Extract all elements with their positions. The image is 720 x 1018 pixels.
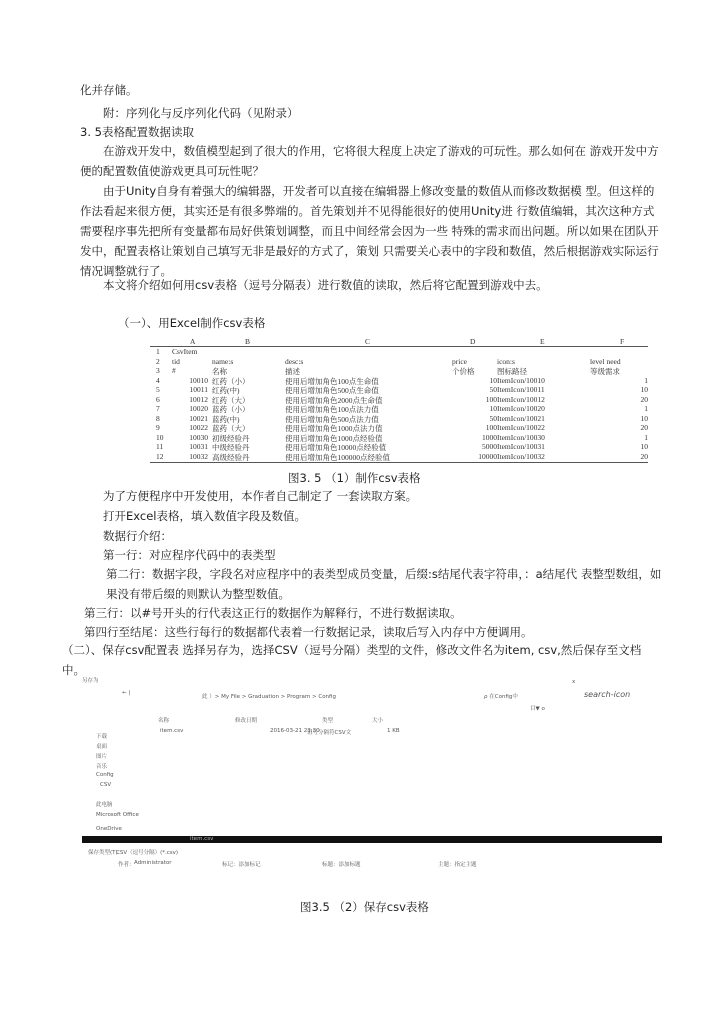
table-cell: 高级经验丹 <box>212 452 250 462</box>
back-icon[interactable]: ← | <box>122 690 131 696</box>
table-row <box>150 452 648 461</box>
title-field[interactable]: 标题：添加标题 <box>322 862 361 868</box>
table-cell: 使用后增加角色100点法力值 <box>285 405 379 414</box>
author-label: 作者： <box>118 862 135 868</box>
file-type: 诅号分隔符CSV文 <box>307 730 352 736</box>
table-cell: price <box>452 356 467 366</box>
nav-item[interactable]: CSV <box>100 782 112 788</box>
row-number: 8 <box>156 413 160 423</box>
table-cell: ItemIcon/10010 <box>497 375 545 385</box>
column-type[interactable]: 类型 <box>322 718 334 724</box>
row-number: 6 <box>156 394 160 404</box>
table-row <box>150 385 648 394</box>
search-input[interactable]: ρ 在Config中 <box>484 694 518 700</box>
table-cell: ItemIcon/10012 <box>497 394 545 404</box>
table-row <box>150 366 648 375</box>
table-row <box>150 414 648 423</box>
table-cell: 使用后增加角色1000点经验值 <box>285 433 383 443</box>
view-options[interactable]: 目▼ o <box>530 706 545 712</box>
table-cell: 100 <box>485 423 497 432</box>
save-as-dialog <box>82 676 662 876</box>
subsection-heading: （一）、用Excel制作csv表格 <box>118 316 266 330</box>
table-cell: 红药（小） <box>212 376 250 386</box>
table-cell: ItemIcon/10011 <box>497 385 545 394</box>
table-row <box>150 376 648 385</box>
column-header-row <box>150 337 648 347</box>
row-number: 3 <box>156 366 160 375</box>
paragraph: 由于Unity自身有着强大的编辑器，开发者可以直接在编辑器上修改变量的数值从而修改数据模 型。但这样的作法看起来很方便，其实还是有很多弊端的。首先策划并不见得能很好的使用Unity进 行数值编辑，其次这种方式需要程序事先把所有变量都布局好供策划调整，而且中间经常会因为一些 特殊的需求而出问题。所以如果在团队开发中，配置表格让策划自己填写无非是最好的方式了，策划 只需要关心表中的字段和数值，然后根据游戏实际运行情况调整就行了。 <box>80 184 659 278</box>
table-cell: 1 <box>644 375 648 385</box>
path-breadcrumb[interactable]: 此 ）> My File > Graduation > Program > Config <box>202 694 337 700</box>
row-number: 2 <box>156 356 160 366</box>
table-cell: CsvItem <box>172 347 198 356</box>
table-cell: 10000 <box>478 451 497 461</box>
close-icon[interactable]: x <box>572 679 576 685</box>
table-cell: 50 <box>489 413 497 423</box>
figure-caption: 图3.5 （2）保存csv表格 <box>300 900 429 914</box>
table-cell: 10011 <box>189 385 208 394</box>
table-row <box>150 423 648 432</box>
table-cell: desc:s <box>285 356 304 366</box>
table-cell: 10021 <box>189 413 208 423</box>
table-cell: 10031 <box>189 442 208 451</box>
table-cell: 等级需求 <box>590 367 620 376</box>
search-icon[interactable]: search-icon <box>584 690 631 699</box>
section-heading: 3. 5表格配置数据读取 <box>80 125 194 139</box>
table-row <box>150 395 648 404</box>
nav-item[interactable]: Config <box>96 772 114 778</box>
table-cell: level need <box>590 356 621 366</box>
table-cell: 红药（大） <box>212 395 250 405</box>
row-number: 5 <box>156 385 160 394</box>
table-cell: 描述 <box>285 367 300 376</box>
filename-input[interactable]: item.csv <box>190 836 214 842</box>
table-cell: 10030 <box>189 432 208 442</box>
table-cell: ItemIcon/10032 <box>497 451 545 461</box>
table-cell: 蓝药（大） <box>212 424 250 433</box>
paragraph: 数据行介绍： <box>103 529 172 543</box>
table-cell: 10 <box>640 413 648 423</box>
subject-field[interactable]: 主题：指定主题 <box>438 862 477 868</box>
table-cell: 10 <box>489 404 497 413</box>
table-row <box>150 357 648 366</box>
dialog-title: 另存为 <box>82 678 99 684</box>
table-cell: 10012 <box>189 394 208 404</box>
table-cell: # <box>172 366 176 375</box>
table-row <box>150 347 648 356</box>
table-row <box>150 442 648 451</box>
filename-input-bar[interactable] <box>82 836 662 843</box>
table-cell: 红药(中) <box>212 386 240 395</box>
table-cell: 使用后增加角色2000点生命值 <box>285 395 383 405</box>
col-letter: E <box>540 337 545 346</box>
col-letter: B <box>245 337 251 346</box>
table-cell: 初级经验丹 <box>212 433 250 443</box>
col-letter: A <box>190 337 196 346</box>
table-cell: 20 <box>640 451 648 461</box>
row-number: 4 <box>156 375 160 385</box>
table-cell: 使用后增加角色100000点经验值 <box>285 452 390 462</box>
table-cell: ItemIcon/10030 <box>497 432 545 442</box>
table-cell: 20 <box>640 423 648 432</box>
row-number: 12 <box>156 451 164 461</box>
table-cell: 100 <box>485 394 497 404</box>
paragraph: 打开Excel表格，填入数值字段及数值。 <box>103 509 306 523</box>
paragraph: 第三行：以#号开头的行代表这正行的数据作为解释行，不进行数据读取。 <box>84 606 462 620</box>
table-cell: 50 <box>489 385 497 394</box>
table-cell: 1 <box>644 404 648 413</box>
file-size: 1 KB <box>387 728 400 734</box>
subsection-heading: （二）、保存csv配置表 选择另存为，选择CSV（逗号分隔）类型的文件，修改文件名为item, csv,然后保存至文档中。 <box>62 643 642 677</box>
table-cell: 1000 <box>482 432 497 442</box>
table-cell: 1 <box>644 432 648 442</box>
table-cell: 20 <box>640 394 648 404</box>
table-bottom-rule <box>150 462 648 463</box>
table-cell: ItemIcon/10031 <box>497 442 545 451</box>
table-cell: 5000 <box>482 442 497 451</box>
row-number: 11 <box>156 442 164 451</box>
table-cell: 10010 <box>189 375 208 385</box>
save-type-select[interactable]: CSV（逗号分隔）(*.csv) <box>116 850 179 856</box>
table-cell: 10020 <box>189 404 208 413</box>
file-date: 2016-03-21 23:30 <box>270 728 320 734</box>
table-cell: 使用后增加角色500点法力值 <box>285 414 379 424</box>
paragraph: 第二行：数据字段，字段名对应程序中的表类型成员变量，后缀:s结尾代表字符串，：a结尾代 表整型数组，如果没有带后缀的则默认为整型数值。 <box>106 567 662 601</box>
tags-field[interactable]: 标记：添加标记 <box>222 862 261 868</box>
table-cell: 蓝药(中) <box>212 414 240 424</box>
table-cell: 使用后增加角色1000点法力值 <box>285 424 383 433</box>
column-date[interactable]: 修改日期 <box>235 718 258 724</box>
col-letter: D <box>470 337 476 346</box>
nav-item[interactable]: Microsoft Office <box>96 812 139 818</box>
table-cell: 蓝药（小） <box>212 405 250 414</box>
nav-item[interactable]: 桌面 <box>96 744 108 750</box>
column-name[interactable]: 名称 <box>158 718 170 724</box>
table-cell: 10 <box>489 375 497 385</box>
col-letter: C <box>365 337 371 346</box>
col-letter: F <box>620 337 625 346</box>
table-row <box>150 404 648 413</box>
row-number: 10 <box>156 432 164 442</box>
table-cell: 10032 <box>189 451 208 461</box>
table-cell: 名称 <box>212 367 227 376</box>
table-cell: ItemIcon/10021 <box>497 413 545 423</box>
figure-caption: 图3. 5 （1）制作csv表格 <box>288 471 421 485</box>
paragraph: 附：序列化与反序列化代码（见附录） <box>103 106 299 120</box>
table-cell: 10022 <box>189 423 208 432</box>
column-size[interactable]: 大小 <box>372 718 384 724</box>
row-number: 7 <box>156 404 160 413</box>
table-cell: 10 <box>640 442 648 451</box>
nav-item[interactable]: 音乐 <box>96 764 108 770</box>
table-cell: 10 <box>640 385 648 394</box>
nav-item[interactable]: 图片 <box>96 754 108 760</box>
table-cell: 中级经验丹 <box>212 443 250 452</box>
paragraph: 为了方便程序中开发使用，本作者自己制定了 一套读取方案。 <box>103 489 418 503</box>
table-cell: 使用后增加角色100点生命值 <box>285 376 379 386</box>
table-cell: ItemIcon/10022 <box>497 423 545 432</box>
table-cell: ItemIcon/10020 <box>497 404 545 413</box>
nav-item[interactable]: 下载 <box>96 734 108 740</box>
author-value[interactable]: Administrator <box>134 860 172 866</box>
file-name[interactable]: item.csv <box>160 728 184 734</box>
paragraph: 第一行：对应程序代码中的表类型 <box>103 548 276 562</box>
paragraph: 化并存储。 <box>80 83 138 97</box>
table-row <box>150 433 648 442</box>
paragraph: 本文将介绍如何用csv表格（逗号分隔表）进行数值的读取，然后将它配置到游戏中去。 <box>103 278 548 292</box>
paragraph: 在游戏开发中，数值模型起到了很大的作用，它将很大程度上决定了游戏的可玩性。那么如何在 游戏开发中方便的配置数值使游戏更具可玩性呢？ <box>80 144 659 178</box>
table-cell: name:s <box>212 356 234 366</box>
table-cell: 使用后增加角色500点生命值 <box>285 386 379 395</box>
table-cell: 个价格 <box>452 367 475 376</box>
table-cell: 图标路径 <box>497 367 527 376</box>
nav-item[interactable]: OneDrive <box>96 826 122 832</box>
save-type-label: 保存类型(T)： <box>88 850 124 856</box>
table-cell: 使用后增加角色10000点经验值 <box>285 443 387 452</box>
row-number: 1 <box>156 347 160 356</box>
paragraph: 第四行至结尾：这些行每行的数据都代表着一行数据记录，读取后写入内存中方便调用。 <box>84 625 533 639</box>
row-number: 9 <box>156 423 160 432</box>
nav-item[interactable]: 此电脑 <box>96 802 113 808</box>
table-cell: icon:s <box>497 356 515 366</box>
table-cell: tid <box>172 356 180 366</box>
